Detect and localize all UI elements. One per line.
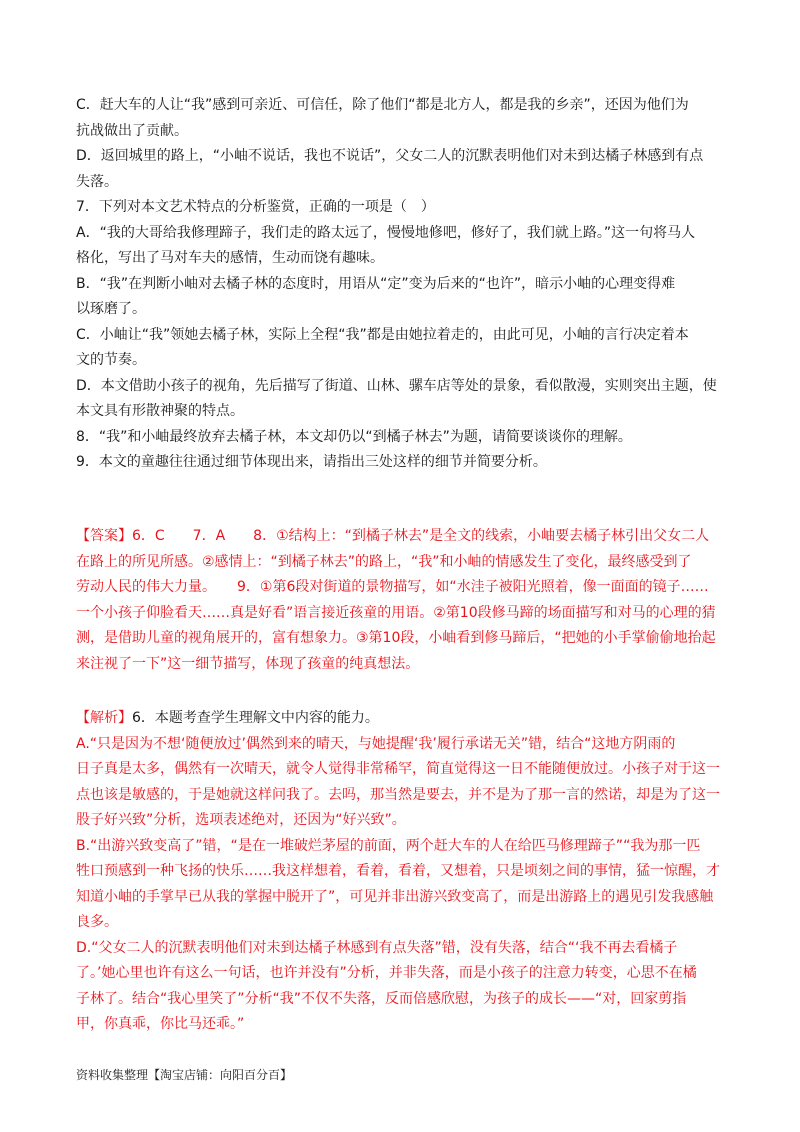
answer-line: 劳动人民的伟大力量。 9．①第6段对街道的景物描写，如“水洼子被阳光照着，像一面面的镜子…… (76, 579, 709, 595)
answer-line: 在路上的所见所感。②感情上：“到橘子林去”的路上，“我”和小岫的情感发生了变化，最终感受到了 (76, 553, 692, 570)
analysis-line: 子林了。结合“我心里笑了”分析“我”不仅不失落，反而倍感欣慰，为孩子的成长——“对，回家剪指 (76, 990, 687, 1007)
question-line: C．赶大车的人让“我”感到可亲近、可信任，除了他们“都是北方人，都是我的乡亲”，还因为他们为 (76, 97, 689, 113)
question-line: 本文具有形散神聚的特点。 (76, 403, 244, 419)
analysis-line: 点也该是敏感的，于是她就这样问我了。去吗，那当然是要去，并不是为了那一言的然诺，却是为了这一 (76, 786, 720, 803)
answer-line: 一个小孩子仰脸看天……真是好看”语言接近孩童的用语。②第10段修马蹄的场面描写和对马的心理的猜 (76, 604, 716, 621)
analysis-intro: 6．本题考查学生理解文中内容的能力。 (132, 710, 379, 726)
analysis-line: 了。’她心里也许有这么一句话，也许并没有”分析，并非失落，而是小孩子的注意力转变，心思不在橘 (76, 965, 697, 981)
analysis-line: B.“出游兴致变高了”错，“是在一堆破烂茅屋的前面，两个赶大车的人在给匹马修理蹄子”“我为那一匹 (76, 837, 701, 854)
analysis-line: 良多。 (76, 914, 118, 930)
analysis-heading (76, 706, 726, 732)
question-line: 抗战做出了贡献。 (76, 122, 188, 139)
question-line: B．“我”在判断小岫对去橘子林的态度时，用语从“定”变为后来的“也许”，暗示小岫的心理变得难 (76, 275, 676, 292)
question-line: 9．本文的童趣往往通过细节体现出来，请指出三处这样的细节并简要分析。 (76, 454, 547, 470)
answer-section (76, 524, 726, 677)
analysis-line: 知道小岫的手掌早已从我的掌握中脱开了”，可见并非出游兴致变高了，而是出游路上的遇见引发我感触 (76, 888, 714, 905)
question-line: 格化，写出了马对车夫的感情，生动而饶有趣味。 (76, 250, 384, 266)
analysis-line: D.“父女二人的沉默表明他们对未到达橘子林感到有点失落”错，没有失落，结合“‘我不再去看橘子 (76, 939, 678, 956)
analysis-label: 【解析】 (76, 710, 132, 726)
question-line: 以琢磨了。 (76, 301, 146, 317)
question-line: 8．“我”和小岫最终放弃去橘子林，本文却仍以“到橘子林去”为题，请简要谈谈你的理解。 (76, 428, 632, 445)
question-line: C．小岫让“我”领她去橘子林，实际上全程“我”都是由她拉着走的，由此可见，小岫的言行决定着本 (76, 326, 689, 343)
analysis-line: 甲，你真乖，你比马还乖。” (76, 1016, 245, 1032)
analysis-line: 日子真是太多，偶然有一次晴天，就令人觉得非常稀罕，简直觉得这一日不能随便放过。小孩子对于这一 (76, 761, 720, 777)
answer-line: 【答案】6．C 7．A 8．①结构上：“到橘子林去”是全文的线索，小岫要去橘子林引出父女二人 (76, 528, 710, 544)
answer-line: 来注视了一下”这一细节描写，体现了孩童的纯真想法。 (76, 655, 420, 672)
question-line: 失落。 (76, 173, 118, 190)
question-line: D．返回城里的路上，“小岫不说话，我也不说话”，父女二人的沉默表明他们对未到达橘子林感到有点 (76, 148, 704, 164)
answer-line: 测，是借助儿童的视角展开的，富有想象力。③第10段，小岫看到修马蹄后，“把她的小手掌偷偷地抬起 (76, 630, 716, 646)
analysis-line: 牲口预感到一种飞扬的快乐……我这样想着，看着，看着，又想着，只是顷刻之间的事情，猛一惊醒，才 (76, 863, 720, 879)
analysis-line: A.“只是因为不想‘随便放过’偶然到来的晴天，与她提醒‘我’履行承诺无关”错，结合“这地方阴雨的 (76, 735, 676, 752)
analysis-line: 股子好兴致”分析，选项表述绝对，还因为“好兴致”。 (76, 812, 406, 828)
page-footer: 资料收集整理【淘宝店铺：向阳百分百】 (76, 1068, 293, 1082)
question-line: 7．下列对本文艺术特点的分析鉴赏，正确的一项是（ ） (76, 199, 435, 215)
question-line: A．“我的大哥给我修理蹄子，我们走的路太远了，慢慢地修吧，修好了，我们就上路。”这一句将马人 (76, 224, 696, 241)
analysis-section (76, 706, 726, 1038)
question-line: 文的节奏。 (76, 352, 146, 368)
question-line: D．本文借助小孩子的视角，先后描写了街道、山林、骡车店等处的景象，看似散漫，实则突出主题，使 (76, 377, 717, 394)
questions-section (76, 93, 726, 476)
